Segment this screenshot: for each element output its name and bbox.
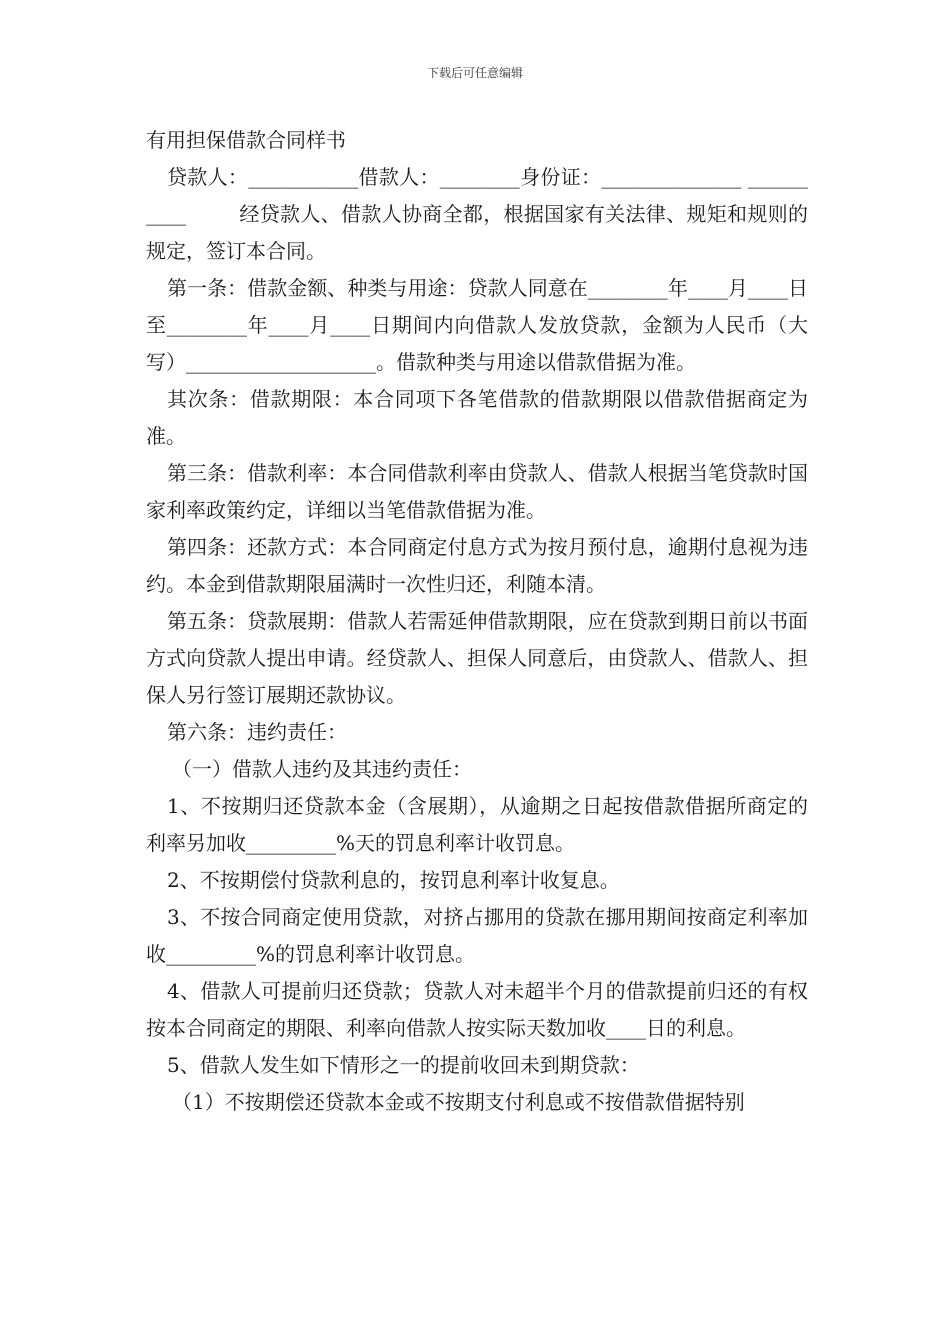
page-header-note: 下载后可任意编辑 — [426, 66, 523, 80]
contract-paragraph: 第六条：违约责任： — [167, 720, 347, 744]
contract-paragraph: 2、不按期偿付贷款利息的，按罚息利率计收复息。 — [167, 868, 620, 892]
contract-paragraph: 其次条：借款期限：本合同项下各笔借款的借款期限以借款借据商定为准。 — [146, 387, 808, 448]
contract-paragraph: 第三条：借款利率：本合同借款利率由贷款人、借款人根据当笔贷款时国家利率政策约定，详细以当笔借款借据为准。 — [146, 461, 808, 522]
contract-paragraph: 第四条：还款方式：本合同商定付息方式为按月预付息，逾期付息视为违约。本金到借款期限届满时一次性归还，利随本清。 — [146, 535, 808, 596]
contract-paragraph: （1）不按期偿还贷款本金或不按期支付利息或不按借款借据特别 — [172, 1090, 745, 1114]
contract-paragraph: 5、借款人发生如下情形之一的提前收回未到期贷款： — [167, 1053, 640, 1077]
contract-paragraph: 贷款人：___________借款人：________身份证：______________ __________ 经贷款人、借款人协商全都，根据国家有关法律、规矩和规则的规定，签订本合同。 — [146, 165, 808, 263]
contract-paragraph: （一）借款人违约及其违约责任： — [172, 757, 472, 781]
contract-paragraph: 3、不按合同商定使用贷款，对挤占挪用的贷款在挪用期间按商定利率加收_________%的罚息利率计收罚息。 — [146, 905, 808, 966]
contract-paragraph: 第五条：贷款展期：借款人若需延伸借款期限，应在贷款到期日前以书面方式向贷款人提出申请。经贷款人、担保人同意后，由贷款人、借款人、担保人另行签订展期还款协议。 — [146, 609, 808, 707]
contract-title: 有用担保借款合同样书 — [146, 128, 346, 152]
contract-paragraph: 第一条：借款金额、种类与用途：贷款人同意在________年____月____日至________年____月____日期间内向借款人发放贷款，金额为人民币（大写）___________________。借款种类与用途以借款借据为准。 — [146, 276, 808, 374]
contract-paragraph: 4、借款人可提前归还贷款；贷款人对未超半个月的借款提前归还的有权按本合同商定的期限、利率向借款人按实际天数加收____日的利息。 — [146, 979, 808, 1040]
contract-body — [146, 122, 808, 1121]
contract-paragraph: 1、不按期归还贷款本金（含展期），从逾期之日起按借款借据所商定的利率另加收_________%天的罚息利率计收罚息。 — [146, 794, 808, 855]
